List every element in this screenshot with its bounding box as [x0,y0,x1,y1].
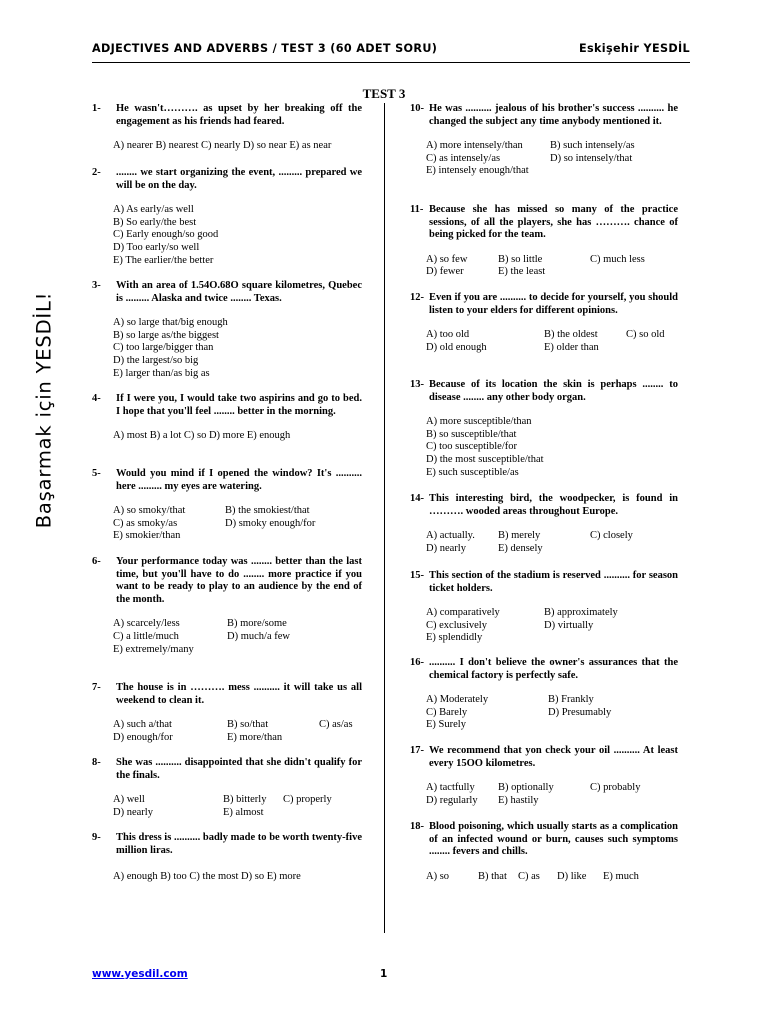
answer-option[interactable]: D) fewer [426,266,464,278]
option-line [426,153,678,166]
answer-option[interactable]: E) splendidly [426,632,483,644]
question-stem [410,379,678,404]
question-13 [410,379,678,479]
answer-option[interactable]: A) so large that/big enough [113,317,228,329]
question-16 [410,657,678,732]
question-9 [92,832,362,884]
question-text: Because she has missed so many of the practice sessions, of all the players, she has ………. chance of being picked for the team. [429,204,678,241]
question-stem [92,832,362,857]
question-number: 10- [410,103,424,114]
question-18 [410,821,678,883]
question-text: Your performance today was ........ better than the last time, but you'll have to do ........ more practice if you want to be ready to play to an audience by the end of the month. [116,556,362,605]
option-line [113,342,362,355]
question-text: Would you mind if I opened the window? It's .......... here ......... my eyes are watering. [116,468,362,492]
answer-option[interactable]: C) as [518,870,540,882]
option-line [113,871,362,884]
question-text: He was .......... jealous of his brother's success .......... he changed the subject any time anybody mentioned it. [429,103,678,127]
question-8 [92,757,362,819]
answer-options [92,140,362,153]
option-line [426,429,678,442]
answer-option[interactable]: E) almost [223,806,264,818]
answer-option[interactable]: D) Too early/so well [113,241,200,253]
answer-option[interactable]: B) optionally [498,782,554,794]
answer-option[interactable]: E) more/than [227,731,283,743]
answer-option[interactable]: D) nearly [113,806,153,818]
answer-option[interactable]: B) merely [498,530,541,542]
question-stem [92,167,362,192]
question-15 [410,570,678,645]
answer-options [410,694,678,732]
question-11 [410,204,678,279]
option-line [113,644,362,657]
question-7 [92,682,362,744]
question-text: Even if you are .......... to decide for yourself, you should listen to your elders for different opinions. [429,292,678,316]
option-line [426,719,678,732]
option-line [426,254,678,267]
question-number: 15- [410,570,424,581]
question-stem [410,657,678,682]
answer-option[interactable]: C) too large/bigger than [113,342,214,354]
option-line [113,229,362,242]
answer-options [410,530,678,555]
option-line [426,632,678,645]
answer-option[interactable]: C) closely [590,530,633,542]
option-line [426,795,678,808]
answer-option[interactable]: A) As early/as well [113,204,194,216]
question-text: He wasn't………. as upset by her breaking off the engagement as his friends had feared. [116,103,362,127]
question-6 [92,556,362,656]
question-stem [410,103,678,128]
answer-option[interactable]: D) the most susceptible/that [426,453,544,465]
question-stem [92,103,362,128]
header-title: ADJECTIVES AND ADVERBS / TEST 3 (60 ADET SORU) [92,42,438,55]
answer-option[interactable]: E) The earlier/the better [113,254,214,266]
option-line [113,631,362,644]
answer-option[interactable]: E) the least [498,266,546,278]
option-line [113,217,362,230]
answer-option[interactable]: D) like [557,870,587,882]
question-text: If I were you, I would take two aspirins and go to bed. I hope that you'll feel ........ better in the morning. [116,393,362,417]
answer-option[interactable]: B) the smokiest/that [225,505,310,517]
option-line [113,242,362,255]
option-line [113,518,362,531]
option-line [426,266,678,279]
answer-options [92,317,362,380]
answer-options [92,430,362,443]
question-number: 4- [92,393,101,404]
option-line [113,719,362,732]
column-divider [384,103,385,933]
answer-option[interactable]: A) so few [426,253,468,265]
question-stem [410,570,678,595]
answer-option[interactable]: B) So early/the best [113,216,197,228]
option-line [426,140,678,153]
question-number: 8- [92,757,101,768]
question-text: ........ we start organizing the event, ......... prepared we will be on the day. [116,167,362,191]
answer-options [92,719,362,744]
option-line [426,329,678,342]
question-stem [410,493,678,518]
answer-option[interactable]: E) intensely enough/that [426,165,529,177]
answer-option[interactable]: C) Barely [426,706,468,718]
question-3 [92,280,362,380]
question-number: 14- [410,493,424,504]
answer-option[interactable]: A) Moderately [426,694,489,706]
answer-option[interactable]: A) so [426,870,450,882]
option-line [426,782,678,795]
answer-option[interactable]: A) well [113,794,145,806]
answer-option[interactable]: B) that [478,870,507,882]
answer-options [410,140,678,178]
question-number: 9- [92,832,101,843]
answer-option[interactable]: B) such intensely/as [550,140,635,152]
question-stem [92,682,362,707]
answer-option[interactable]: E) such susceptible/as [426,466,519,478]
answer-options [410,329,678,354]
answer-option[interactable]: B) the oldest [544,329,598,341]
question-10 [410,103,678,178]
answer-option[interactable]: A) such a/that [113,719,172,731]
option-line [113,505,362,518]
answer-option[interactable]: C) a little/much [113,630,179,642]
question-stem [92,393,362,418]
option-line [113,355,362,368]
question-number: 7- [92,682,101,693]
option-line [113,732,362,745]
answer-option[interactable]: D) enough/for [113,731,173,743]
question-stem [92,280,362,305]
answer-option[interactable]: E) extremely/many [113,643,194,655]
option-line [113,317,362,330]
answer-options [410,254,678,279]
answer-option[interactable]: A) most B) a lot C) so D) more E) enough [113,430,291,442]
answer-options [92,505,362,543]
answer-option[interactable]: A) tactfully [426,782,475,794]
option-line [426,441,678,454]
answer-option[interactable]: D) so intensely/that [550,152,633,164]
answer-option[interactable]: E) much [603,870,639,882]
answer-option[interactable]: D) old enough [426,341,487,353]
question-text: Blood poisoning, which usually starts as a complication of an infected wound or burn, causes such symptoms ........ fevers and chills. [429,821,678,858]
footer-website-link[interactable]: www.yesdil.com [92,968,188,980]
question-stem [410,821,678,859]
answer-option[interactable]: E) older than [544,341,599,353]
option-line [426,707,678,720]
answer-option[interactable]: B) so susceptible/that [426,428,517,440]
question-number: 12- [410,292,424,303]
answer-option[interactable]: A) too old [426,329,470,341]
answer-options [410,871,678,884]
question-stem [92,757,362,782]
option-line [426,694,678,707]
question-number: 1- [92,103,101,114]
option-line [426,342,678,355]
answer-option[interactable]: C) exclusively [426,619,487,631]
answer-option[interactable]: C) much less [590,253,645,265]
answer-option[interactable]: E) Surely [426,719,466,731]
option-line [113,255,362,268]
answer-options [92,618,362,656]
page-header [92,42,690,55]
option-line [426,871,678,884]
answer-options [92,871,362,884]
header-author: Eskişehir YESDİL [578,42,690,55]
answer-option[interactable]: D) virtually [544,619,594,631]
answer-option[interactable]: A) nearer B) nearest C) nearly D) so near E) as near [113,140,332,152]
answer-option[interactable]: C) as/as [319,719,353,731]
answer-option[interactable]: C) as smoky/as [113,517,178,529]
answer-option[interactable]: B) more/some [227,618,287,630]
option-line [426,620,678,633]
question-stem [410,292,678,317]
question-text: .......... I don't believe the owner's assurances that the chemical factory is perfectly safe. [429,657,678,681]
option-line [113,204,362,217]
option-line [426,165,678,178]
answer-option[interactable]: E) hastily [498,794,539,806]
answer-options [410,416,678,479]
question-4 [92,393,362,443]
side-slogan: Başarmak için YESDİL! [32,291,56,529]
answer-option[interactable]: B) so little [498,253,543,265]
question-text: This dress is .......... badly made to be worth twenty-five million liras. [116,832,362,856]
question-number: 17- [410,745,424,756]
question-number: 18- [410,821,424,832]
option-line [113,368,362,381]
question-stem [92,468,362,493]
question-14 [410,493,678,555]
answer-option[interactable]: D) Presumably [548,706,612,718]
answer-option[interactable]: D) the largest/so big [113,354,199,366]
answer-option[interactable]: A) more intensely/than [426,140,523,152]
option-line [426,416,678,429]
answer-options [410,782,678,807]
answer-option[interactable]: B) so/that [227,719,269,731]
option-line [426,607,678,620]
answer-option[interactable]: C) too susceptible/for [426,441,517,453]
question-17 [410,745,678,807]
answer-option[interactable]: E) densely [498,542,543,554]
question-text: This interesting bird, the woodpecker, is found in ………. wooded areas throughout Europe. [429,493,678,517]
answer-option[interactable]: C) Early enough/so good [113,229,219,241]
answer-option[interactable]: D) much/a few [227,630,290,642]
option-line [426,543,678,556]
page-number: 1 [380,968,388,980]
question-text: We recommend that yon check your oil .......... At least every 15OO kilometres. [429,745,678,769]
question-1 [92,103,362,153]
question-text: The house is in ………. mess .......... it will take us all weekend to clean it. [116,682,362,706]
option-line [426,454,678,467]
answer-option[interactable]: A) enough B) too C) the most D) so E) more [113,871,301,883]
test-title: TEST 3 [362,86,406,101]
answer-option[interactable]: D) nearly [426,542,466,554]
question-number: 5- [92,468,101,479]
option-line [113,430,362,443]
answer-option[interactable]: B) Frankly [548,694,594,706]
question-text: She was .......... disappointed that she didn't qualify for the finals. [116,757,362,781]
question-number: 6- [92,556,101,567]
question-number: 2- [92,167,101,178]
answer-options [92,794,362,819]
answer-option[interactable]: C) probably [590,782,641,794]
question-5 [92,468,362,543]
answer-option[interactable]: B) bitterly [223,794,267,806]
answer-option[interactable]: A) actually. [426,530,475,542]
answer-option[interactable]: A) scarcely/less [113,618,180,630]
answer-option[interactable]: C) properly [283,794,332,806]
header-rule [92,62,690,63]
option-line [113,530,362,543]
option-line [113,330,362,343]
answer-option[interactable]: A) more susceptible/than [426,416,532,428]
question-number: 13- [410,379,424,390]
option-line [113,618,362,631]
question-stem [92,556,362,606]
question-stem [410,745,678,770]
question-text: Because of its location the skin is perhaps ........ to disease ........ any other body organ. [429,379,678,403]
question-12 [410,292,678,354]
answer-options [92,204,362,267]
answer-option[interactable]: B) approximately [544,607,618,619]
option-line [113,807,362,820]
option-line [113,140,362,153]
question-number: 16- [410,657,424,668]
option-line [113,794,362,807]
answer-option[interactable]: E) larger than/as big as [113,367,210,379]
question-text: This section of the stadium is reserved .......... for season ticket holders. [429,570,678,594]
answer-option[interactable]: D) regularly [426,794,478,806]
answer-options [410,607,678,645]
answer-option[interactable]: A) so smoky/that [113,505,186,517]
answer-option[interactable]: B) so large as/the biggest [113,329,219,341]
question-number: 3- [92,280,101,291]
answer-option[interactable]: A) comparatively [426,607,500,619]
answer-option[interactable]: C) so old [626,329,665,341]
answer-option[interactable]: C) as intensely/as [426,152,501,164]
question-2 [92,167,362,267]
option-line [426,530,678,543]
option-line [426,467,678,480]
question-number: 11- [410,204,424,215]
answer-option[interactable]: E) smokier/than [113,530,181,542]
question-stem [410,204,678,242]
question-text: With an area of 1.54O.68O square kilometres, Quebec is ......... Alaska and twice ........ Texas. [116,280,362,304]
answer-option[interactable]: D) smoky enough/for [225,517,316,529]
